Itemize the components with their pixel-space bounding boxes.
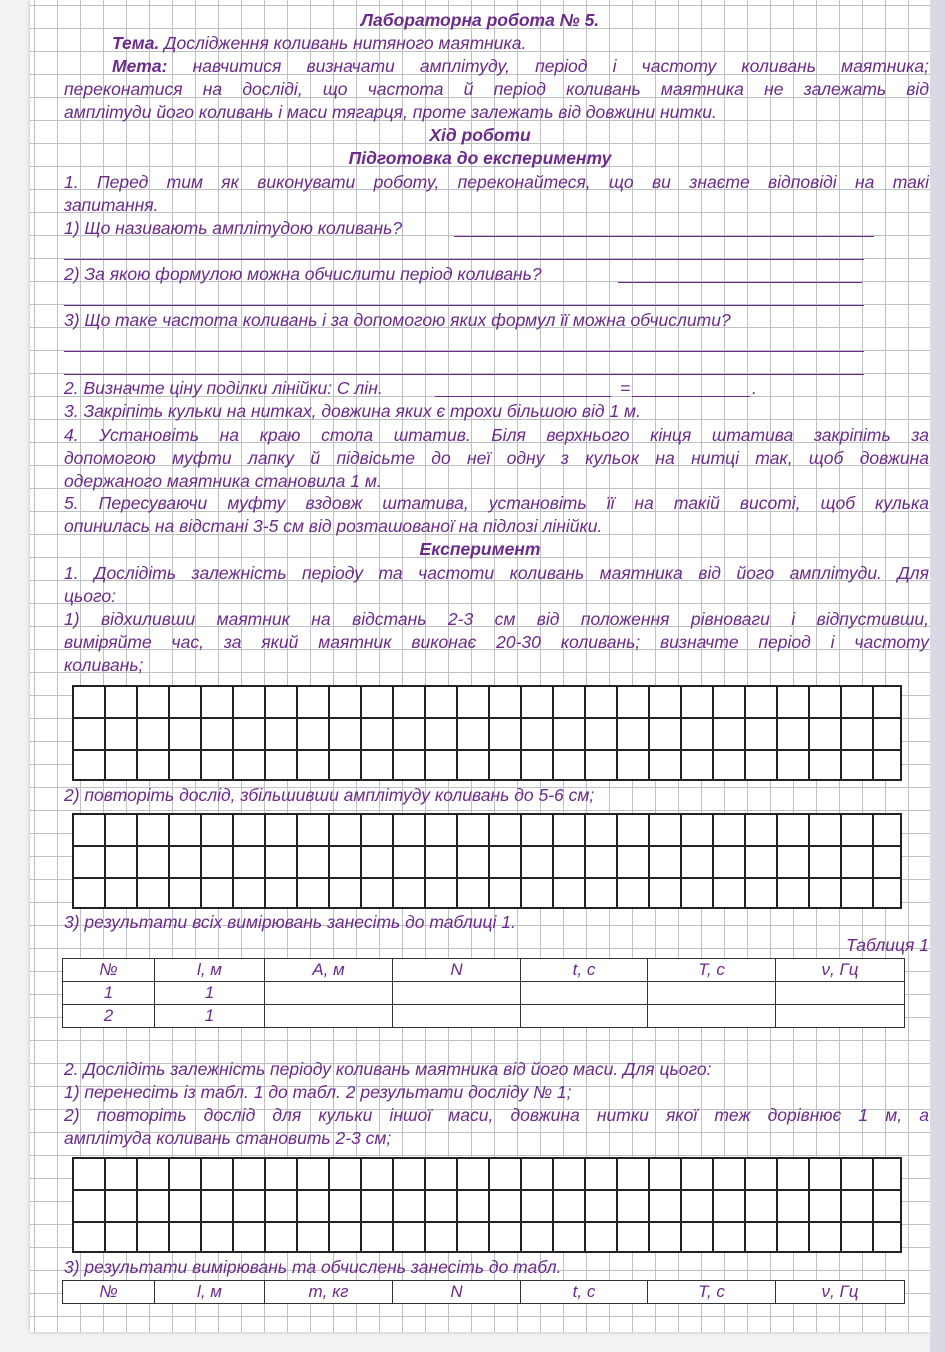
exp1-step1-line-1: 1) відхиливши маятник на відстань 2-3 см від положення рівноваги і відпустивши, bbox=[64, 609, 929, 629]
table2-header: t, с bbox=[521, 1281, 648, 1304]
answer-line-3a[interactable] bbox=[64, 351, 864, 352]
exp2-step2-line-1: 2) повторіть дослід для кульки іншої маси, довжина нитки якої теж дорівнює 1 м, а bbox=[64, 1105, 929, 1125]
answer-line-2a[interactable] bbox=[618, 282, 862, 283]
table2-header: ν, Гц bbox=[776, 1281, 905, 1304]
goal-line-2: переконатися на досліді, що частота й період коливань маятника не залежать від bbox=[64, 79, 929, 99]
goal-text-1: навчитися визначати амплітуду, період і частоту коливань маятника; bbox=[192, 56, 929, 76]
question-3: 3) Що таке частота коливань і за допомогою яких формул її можна обчислити? bbox=[64, 310, 731, 330]
exp1-step1-line-2: виміряйте час, за який маятник виконає 20-30 коливань; визначте період і частоту bbox=[64, 632, 929, 652]
procedure-heading: Хід роботи bbox=[429, 125, 531, 145]
table1-header: № bbox=[63, 959, 155, 982]
page-edge bbox=[930, 0, 945, 1352]
table-cell: 2 bbox=[63, 1005, 155, 1028]
ruler-result-field[interactable] bbox=[632, 396, 750, 397]
table1-caption: Таблиця 1 bbox=[845, 935, 929, 955]
table1-header-row bbox=[63, 959, 905, 982]
table-cell: 1 bbox=[155, 982, 265, 1005]
exp1-line-1: 1. Дослідіть залежність періоду та частоти коливань маятника від його амплітуди. Для bbox=[64, 563, 929, 583]
calc-grid-2[interactable] bbox=[72, 813, 902, 909]
table1-header: t, с bbox=[521, 959, 648, 982]
table2-header-row bbox=[63, 1281, 905, 1304]
table-cell: 1 bbox=[63, 982, 155, 1005]
exp2-step1: 1) перенесіть із табл. 1 до табл. 2 результати досліду № 1; bbox=[64, 1082, 572, 1102]
table2-header: m, кг bbox=[265, 1281, 393, 1304]
table1-header: T, с bbox=[648, 959, 776, 982]
exp2-line-1: 2. Дослідіть залежність періоду коливань маятника від його маси. Для цього: bbox=[64, 1059, 712, 1079]
table-cell[interactable] bbox=[776, 1005, 905, 1028]
page-title: Лабораторна робота № 5. bbox=[360, 10, 600, 30]
table1-header: l, м bbox=[155, 959, 265, 982]
table-cell[interactable] bbox=[265, 1005, 393, 1028]
table-cell[interactable] bbox=[648, 1005, 776, 1028]
goal-line-1 bbox=[112, 55, 929, 78]
answer-line-1a[interactable] bbox=[454, 236, 874, 237]
table-cell[interactable] bbox=[265, 982, 393, 1005]
calc-grid-3[interactable] bbox=[72, 1157, 902, 1253]
prep-item-4-line-1: 4. Установіть на краю стола штатив. Біля верхнього кінця штатива закріпіть за bbox=[64, 425, 929, 445]
question-1: 1) Що називають амплітудою коливань? bbox=[64, 218, 403, 238]
table-row bbox=[63, 1005, 905, 1028]
prep-item-1-line-2: запитання. bbox=[64, 195, 159, 215]
ruler-equals: = bbox=[620, 378, 631, 398]
table-cell[interactable] bbox=[521, 1005, 648, 1028]
table1-header: N bbox=[393, 959, 521, 982]
table-cell[interactable] bbox=[521, 982, 648, 1005]
prep-item-5-line-1: 5. Пересуваючи муфту вздовж штатива, установіть її на такій висоті, щоб кулька bbox=[64, 493, 929, 513]
answer-line-1b[interactable] bbox=[64, 259, 864, 260]
experiment-heading: Експеримент bbox=[419, 539, 541, 559]
exp1-line-2: цього: bbox=[64, 586, 116, 606]
answer-line-3b[interactable] bbox=[64, 374, 864, 375]
prep-item-3: 3. Закріпіть кульки на нитках, довжина яких є трохи більшою від 1 м. bbox=[64, 401, 641, 421]
topic-text: Дослідження коливань нитяного маятника. bbox=[164, 33, 527, 53]
table-cell[interactable] bbox=[776, 982, 905, 1005]
goal-label: Мета: bbox=[112, 56, 168, 76]
prep-item-5-line-2: опинилась на відстані 3-5 см від розташованої на підлозі лінійки. bbox=[64, 516, 603, 536]
exp2-step3: 3) результати вимірювань та обчислень занесіть до табл. bbox=[64, 1257, 562, 1277]
table1-header: A, м bbox=[265, 959, 393, 982]
ruler-period: . bbox=[752, 378, 757, 398]
topic-line bbox=[112, 32, 929, 55]
table2-header: l, м bbox=[155, 1281, 265, 1304]
question-2: 2) За якою формулою можна обчислити період коливань? bbox=[64, 264, 542, 284]
exp2-step2-line-2: амплітуда коливань становить 2-3 см; bbox=[64, 1128, 392, 1148]
answer-line-2b[interactable] bbox=[64, 305, 864, 306]
table-cell[interactable] bbox=[393, 1005, 521, 1028]
exp1-step2: 2) повторіть дослід, збільшивши амплітуду коливань до 5-6 см; bbox=[64, 785, 595, 805]
table2-header: № bbox=[63, 1281, 155, 1304]
prep-item-4-line-3: одержаного маятника становила 1 м. bbox=[64, 471, 382, 491]
table-2 bbox=[62, 1280, 905, 1304]
table-row bbox=[63, 982, 905, 1005]
prep-heading: Підготовка до експерименту bbox=[348, 148, 612, 168]
ruler-value-field[interactable] bbox=[435, 396, 611, 397]
table1-header: ν, Гц bbox=[776, 959, 905, 982]
exp1-step3: 3) результати всіх вимірювань занесіть до таблиці 1. bbox=[64, 912, 516, 932]
table-1 bbox=[62, 958, 905, 1028]
prep-item-4-line-2: допомогою муфти лапку й підвісьте до неї одну з кульок на нитці так, щоб довжина bbox=[64, 448, 929, 468]
table2-header: N bbox=[393, 1281, 521, 1304]
table-cell[interactable] bbox=[648, 982, 776, 1005]
exp1-step1-line-3: коливань; bbox=[64, 655, 144, 675]
table-cell[interactable] bbox=[393, 982, 521, 1005]
topic-label: Тема. bbox=[112, 33, 160, 53]
table-cell: 1 bbox=[155, 1005, 265, 1028]
goal-line-3: амплітуди його коливань і маси тягарця, проте залежать від довжини нитки. bbox=[64, 102, 717, 122]
calc-grid-1[interactable] bbox=[72, 685, 902, 781]
prep-item-1-line-1: 1. Перед тим як виконувати роботу, переконайтеся, що ви знаєте відповіді на такі bbox=[64, 172, 929, 192]
ruler-division-label: 2. Визначте ціну поділки лінійки: С лін. bbox=[64, 378, 383, 398]
table2-header: T, с bbox=[648, 1281, 776, 1304]
